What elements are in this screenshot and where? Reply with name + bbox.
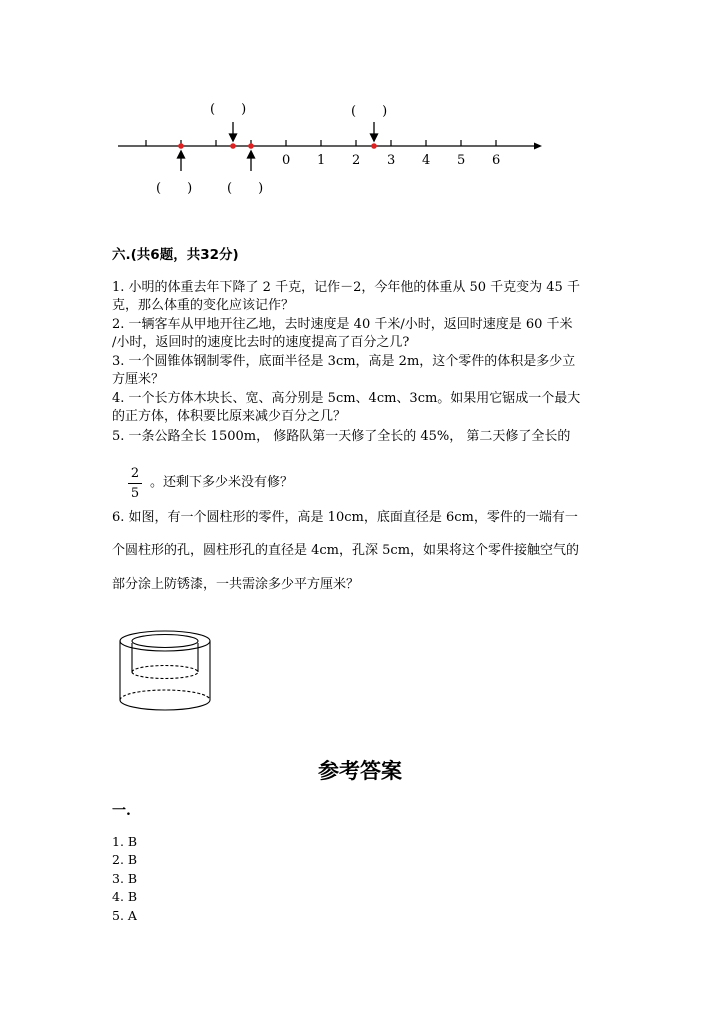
question-line: 。还剩下多少米没有修？ [150, 475, 294, 490]
question-line: 2. 一辆客车从甲地开往乙地，去时速度是 40 千米/小时，返回时速度是 60 千米 [112, 317, 573, 332]
question-line: 克，那么体重的变化应该记作？ [112, 298, 295, 313]
answers-title: 参考答案 [318, 759, 402, 783]
question-line: 4. 一个长方体木块长、宽、高分别是 5cm、4cm、3cm。如果用它锯成一个最大 [112, 391, 581, 406]
answer-item: 2. B [112, 852, 138, 867]
outer-bottom-back-dashed [120, 690, 210, 700]
inner-hole-ellipse [132, 635, 198, 648]
tick-label-3: 3 [387, 153, 396, 168]
question-line: 3. 一个圆锥体钢制零件，底面半径是 3cm，高是 2m，这个零件的体积是多少立 [112, 354, 576, 369]
tick-label-6: 6 [492, 153, 501, 168]
question-line: 方厘米？ [112, 372, 165, 387]
question-line: 6. 如图，有一个圆柱形的零件，高是 10cm，底面直径是 6cm，零件的一端有一 [112, 510, 578, 525]
outer-bottom-front [120, 700, 210, 710]
blank-top-2: ( ) [351, 104, 388, 119]
point-a [178, 143, 184, 149]
question-line: 的正方体，体积要比原来减少百分之几？ [112, 409, 347, 424]
tick-label-4: 4 [422, 153, 431, 168]
hole-bottom-back-dashed [132, 666, 198, 673]
tick-label-0: 0 [282, 153, 291, 168]
question-line: 个圆柱形的孔，圆柱形孔的直径是 4cm，孔深 5cm，如果将这个零件接触空气的 [112, 543, 580, 558]
fraction-bar [128, 483, 142, 484]
arrow-head-icon [534, 143, 542, 150]
point-d [371, 143, 377, 149]
question-line: /小时，返回时的速度比去时的速度提高了百分之几? [112, 335, 410, 350]
cylinder-figure [110, 625, 220, 715]
hole-bottom-dashed [132, 672, 198, 679]
answer-item: 3. B [112, 871, 138, 886]
question-line: 部分涂上防锈漆，一共需涂多少平方厘米？ [112, 577, 360, 592]
number-line-figure [110, 95, 550, 205]
answer-item: 1. B [112, 834, 138, 849]
fraction-numerator: 2 [130, 466, 140, 481]
fraction-denominator: 5 [130, 486, 140, 501]
answer-item: 4. B [112, 889, 138, 904]
section-title: 六.(共6题，共32分) [112, 247, 239, 263]
question-line: 5. 一条公路全长 1500m， 修路队第一天修了全长的 45%， 第二天修了全长的 [112, 429, 571, 444]
point-c [248, 143, 254, 149]
blank-bottom-2: ( ) [227, 181, 264, 196]
fraction-two-fifths [128, 466, 142, 501]
blank-top-1: ( ) [210, 102, 247, 117]
point-b [230, 143, 236, 149]
answer-item: 5. A [112, 908, 137, 923]
blank-bottom-1: ( ) [156, 181, 193, 196]
answers-section-label: 一. [112, 803, 131, 819]
tick-label-2: 2 [352, 153, 361, 168]
tick-label-1: 1 [317, 153, 326, 168]
question-line: 1. 小明的体重去年下降了 2 千克，记作－2，今年他的体重从 50 千克变为 45 千 [112, 280, 580, 295]
tick-label-5: 5 [457, 153, 466, 168]
